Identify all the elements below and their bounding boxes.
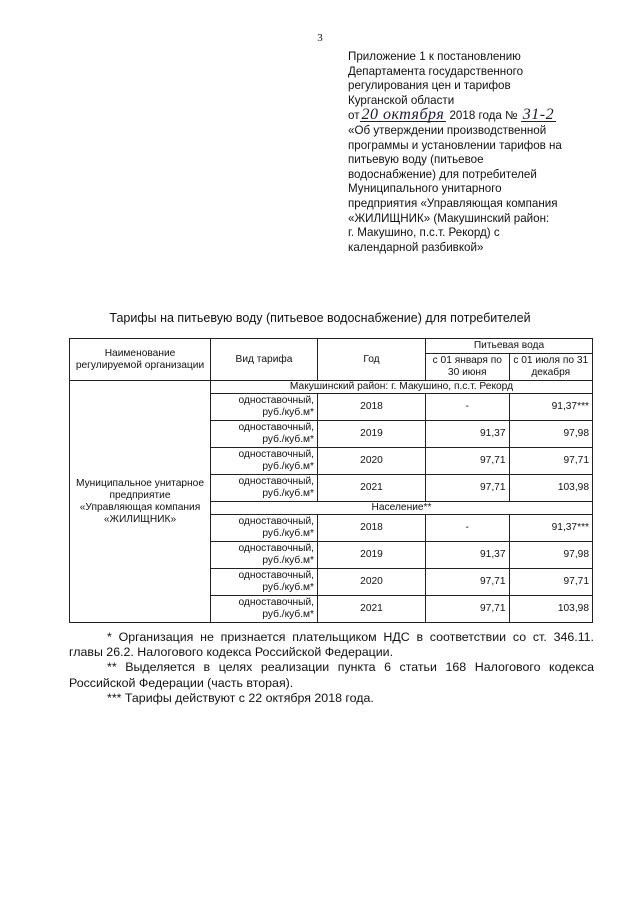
tariff-type-cell: одноставочный, руб./куб.м* [211, 421, 318, 448]
appendix-header [348, 50, 598, 255]
tariff-type-cell: одноставочный, руб./куб.м* [211, 596, 318, 623]
first-half-cell: 97,71 [426, 448, 510, 475]
header-first-half: с 01 января по 30 июня [426, 354, 510, 381]
footnote: * Организация не признается плательщиком НДС в соответствии со ст. 346.11. главы 26.2. Налогового кодекса Российской Федерации. [69, 630, 594, 660]
year-cell: 2020 [318, 569, 426, 596]
decree-title-line: календарной разбивкой» [348, 240, 484, 254]
decree-year: 2018 года № [449, 109, 518, 123]
table-header-row [70, 339, 593, 354]
second-half-cell: 91,37*** [509, 394, 593, 421]
appendix-line: Департамента государственного [348, 64, 524, 78]
second-half-cell: 97,71 [509, 569, 593, 596]
second-half-cell: 97,71 [509, 448, 593, 475]
first-half-cell: 97,71 [426, 596, 510, 623]
tariff-type-cell: одноставочный, руб./куб.м* [211, 515, 318, 542]
handwritten-date: 20 октября [361, 106, 445, 124]
tariff-table [69, 338, 593, 623]
tariff-type-cell: одноставочный, руб./куб.м* [211, 448, 318, 475]
year-cell: 2018 [318, 515, 426, 542]
section-row [70, 381, 593, 394]
decree-date-line [348, 108, 598, 124]
second-half-cell: 97,98 [509, 421, 593, 448]
first-half-cell: - [426, 394, 510, 421]
section-title: Население** [211, 502, 593, 515]
decree-title-line: Муниципального унитарного [348, 182, 502, 196]
decree-title-line: предприятия «Управляющая компания [348, 196, 558, 210]
second-half-cell: 91,37*** [509, 515, 593, 542]
footnote: ** Выделяется в целях реализации пункта 6 статьи 168 Налогового кодекса Российской Федерации (часть вторая). [69, 660, 594, 690]
header-tariff-type: Вид тарифа [211, 339, 318, 381]
header-organization: Наименование регулируемой организации [70, 339, 211, 381]
appendix-line: Приложение 1 к постановлению [348, 50, 521, 63]
appendix-line: регулирования цен и тарифов [348, 79, 511, 93]
first-half-cell: 97,71 [426, 475, 510, 502]
header-second-half: с 01 июля по 31 декабря [509, 354, 593, 381]
organization-name: Муниципальное унитарное предприятие «Управляющая компания «ЖИЛИЩНИК» [70, 381, 211, 623]
second-half-cell: 103,98 [509, 475, 593, 502]
appendix-line: Курганской области [348, 93, 455, 107]
year-cell: 2019 [318, 421, 426, 448]
from-prefix: от [348, 109, 360, 123]
year-cell: 2020 [318, 448, 426, 475]
first-half-cell: 91,37 [426, 421, 510, 448]
footnote: *** Тарифы действуют с 22 октября 2018 года. [107, 690, 374, 705]
header-year: Год [318, 339, 426, 381]
decree-title-line: г. Макушино, п.с.т. Рекорд) с [348, 226, 500, 240]
tariff-type-cell: одноставочный, руб./куб.м* [211, 394, 318, 421]
header-drinking-water: Питьевая вода [426, 339, 593, 354]
year-cell: 2021 [318, 475, 426, 502]
decree-title [348, 124, 598, 255]
decree-title-line: питьевую воду (питьевое [348, 153, 484, 167]
section-title: Макушинский район: г. Макушино, п.с.т. Рекорд [211, 381, 593, 394]
year-cell: 2019 [318, 542, 426, 569]
year-cell: 2021 [318, 596, 426, 623]
decree-title-line: программы и установлении тарифов на [348, 138, 562, 152]
decree-title-line: водоснабжение) для потребителей [348, 167, 537, 181]
tariff-type-cell: одноставочный, руб./куб.м* [211, 542, 318, 569]
tariff-type-cell: одноставочный, руб./куб.м* [211, 475, 318, 502]
table-title: Тарифы на питьевую воду (питьевое водоснабжение) для потребителей [109, 311, 531, 325]
second-half-cell: 97,98 [509, 542, 593, 569]
footnotes [69, 630, 594, 706]
tariff-type-cell: одноставочный, руб./куб.м* [211, 569, 318, 596]
second-half-cell: 103,98 [509, 596, 593, 623]
decree-title-line: «Об утверждении производственной [348, 123, 547, 137]
first-half-cell: - [426, 515, 510, 542]
handwritten-number: 31-2 [522, 106, 555, 124]
first-half-cell: 97,71 [426, 569, 510, 596]
decree-title-line: «ЖИЛИЩНИК» (Макушинский район: [348, 211, 550, 225]
page-number: 3 [317, 32, 323, 44]
first-half-cell: 91,37 [426, 542, 510, 569]
year-cell: 2018 [318, 394, 426, 421]
